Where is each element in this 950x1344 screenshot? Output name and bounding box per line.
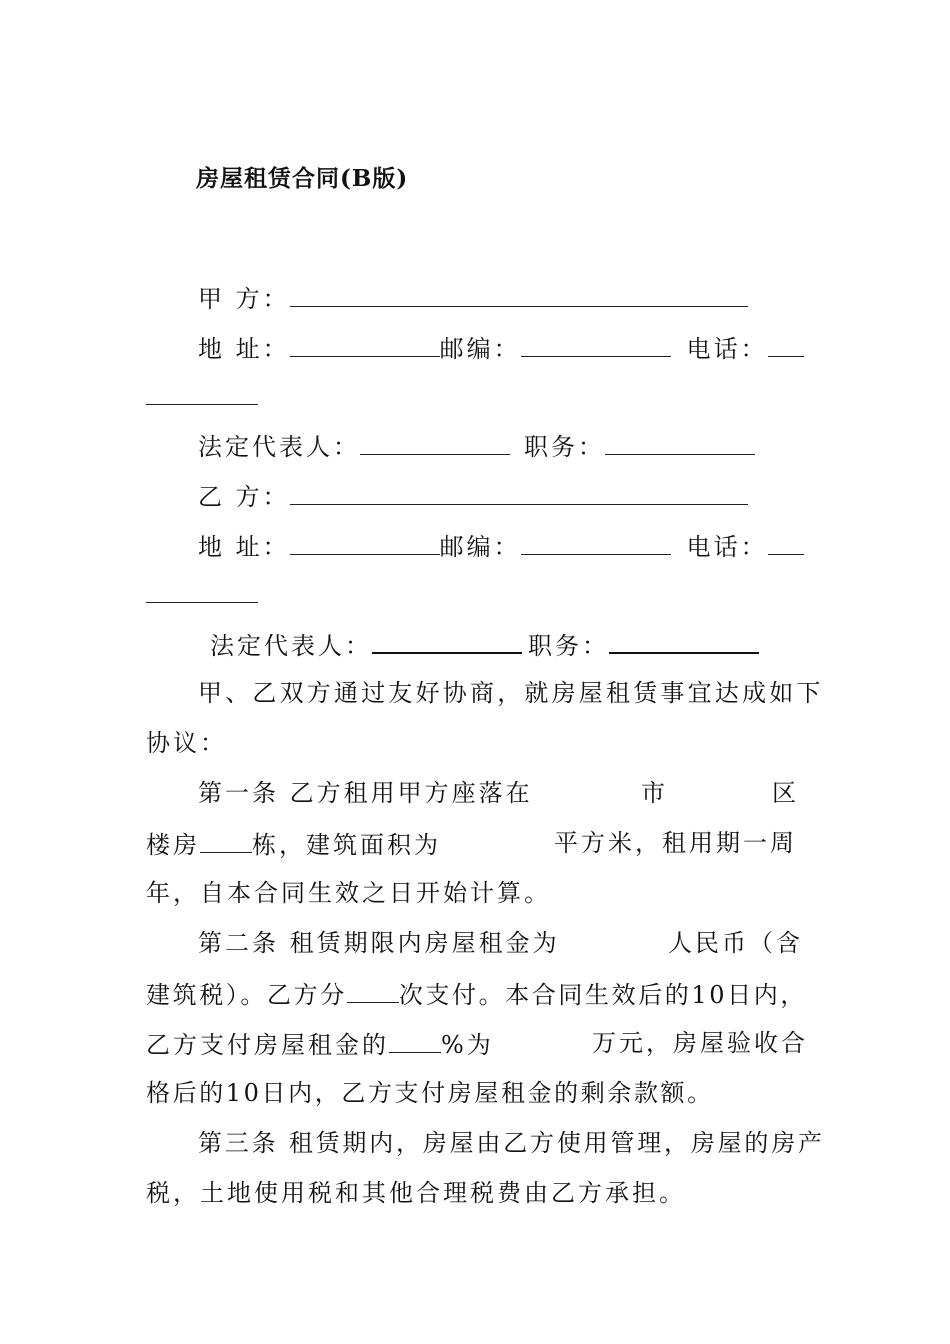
article2-pay-mid: %为 xyxy=(441,1031,494,1059)
intro-line-1: 甲、乙双方通过友好协商，就房屋租赁事宜达成如下 xyxy=(198,679,824,707)
article2-prefix: 第二条 租赁期限内房屋租金为 xyxy=(198,929,560,957)
article1-line-1 xyxy=(198,778,533,808)
party-a-row xyxy=(198,282,748,314)
article1-prefix: 第一条 乙方租用甲方座落在 xyxy=(198,779,533,807)
article2-tax-suffix: 次支付。本合同生效后的10日内， xyxy=(398,981,807,1009)
article2-currency: 人民币（含 xyxy=(668,929,803,957)
party-a-zip-label: 邮编： xyxy=(439,335,521,363)
party-a-label: 甲 方： xyxy=(198,285,290,313)
party-a-address-row xyxy=(198,332,804,364)
party-b-rep-row xyxy=(210,628,759,661)
party-b-phone-label: 电话： xyxy=(686,533,768,561)
party-b-address-blank[interactable] xyxy=(290,530,440,555)
article2-line-4: 格后的10日内，乙方支付房屋租金的剩余款额。 xyxy=(146,1079,714,1107)
document-title: 房屋租赁合同(B版) xyxy=(196,165,409,192)
party-a-address-blank[interactable] xyxy=(290,332,440,357)
article2-line-2 xyxy=(146,978,807,1010)
article1-district: 区 xyxy=(772,779,799,807)
article1-building-prefix: 楼房 xyxy=(146,831,200,859)
party-a-title-label: 职务： xyxy=(524,433,605,461)
party-a-address-label: 地 址： xyxy=(198,335,290,363)
article2-line-3 xyxy=(146,1028,494,1060)
party-b-zip-blank[interactable] xyxy=(521,530,671,555)
party-a-title-blank[interactable] xyxy=(605,430,755,455)
party-a-phone-blank-continued[interactable] xyxy=(146,404,258,405)
party-b-row xyxy=(198,480,748,512)
party-a-phone-label: 电话： xyxy=(686,335,768,363)
payment-installments-blank[interactable] xyxy=(347,978,399,1003)
party-b-phone-blank[interactable] xyxy=(768,530,804,555)
article3-line-2: 税，土地使用税和其他合理税费由乙方承担。 xyxy=(146,1179,686,1207)
article2-pay-suffix: 万元，房屋验收合 xyxy=(592,1029,808,1057)
party-b-address-row xyxy=(198,530,804,562)
party-a-rep-label: 法定代表人： xyxy=(198,433,360,461)
building-count-blank[interactable] xyxy=(200,828,252,853)
article1-city: 市 xyxy=(641,779,668,807)
party-a-name-blank[interactable] xyxy=(290,282,748,307)
party-b-title-blank[interactable] xyxy=(609,628,759,654)
party-b-title-label: 职务： xyxy=(528,632,609,660)
intro-line-2: 协议： xyxy=(146,729,227,757)
party-a-rep-blank[interactable] xyxy=(360,430,510,455)
party-a-rep-row xyxy=(198,430,755,462)
article2-tax-prefix: 建筑税）。乙方分 xyxy=(146,981,347,1009)
party-b-label: 乙 方： xyxy=(198,483,290,511)
party-b-phone-blank-continued[interactable] xyxy=(146,602,258,603)
article1-building-suffix: 栋，建筑面积为 xyxy=(252,831,441,859)
article2-line-1 xyxy=(198,928,560,958)
article2-pay-prefix: 乙方支付房屋租金的 xyxy=(146,1031,389,1059)
party-b-name-blank[interactable] xyxy=(290,480,748,505)
article1-line-3: 年，自本合同生效之日开始计算。 xyxy=(146,879,551,907)
article1-area-suffix: 平方米，租用期一周 xyxy=(554,829,797,857)
article3-line-1: 第三条 租赁期内，房屋由乙方使用管理，房屋的房产 xyxy=(198,1129,825,1157)
article1-line-2 xyxy=(146,828,441,860)
party-b-zip-label: 邮编： xyxy=(439,533,521,561)
party-a-phone-blank[interactable] xyxy=(768,332,804,357)
party-b-rep-blank[interactable] xyxy=(372,628,522,654)
party-b-address-label: 地 址： xyxy=(198,533,290,561)
rent-percent-blank[interactable] xyxy=(389,1028,441,1053)
party-a-zip-blank[interactable] xyxy=(521,332,671,357)
party-b-rep-label: 法定代表人： xyxy=(210,632,372,660)
